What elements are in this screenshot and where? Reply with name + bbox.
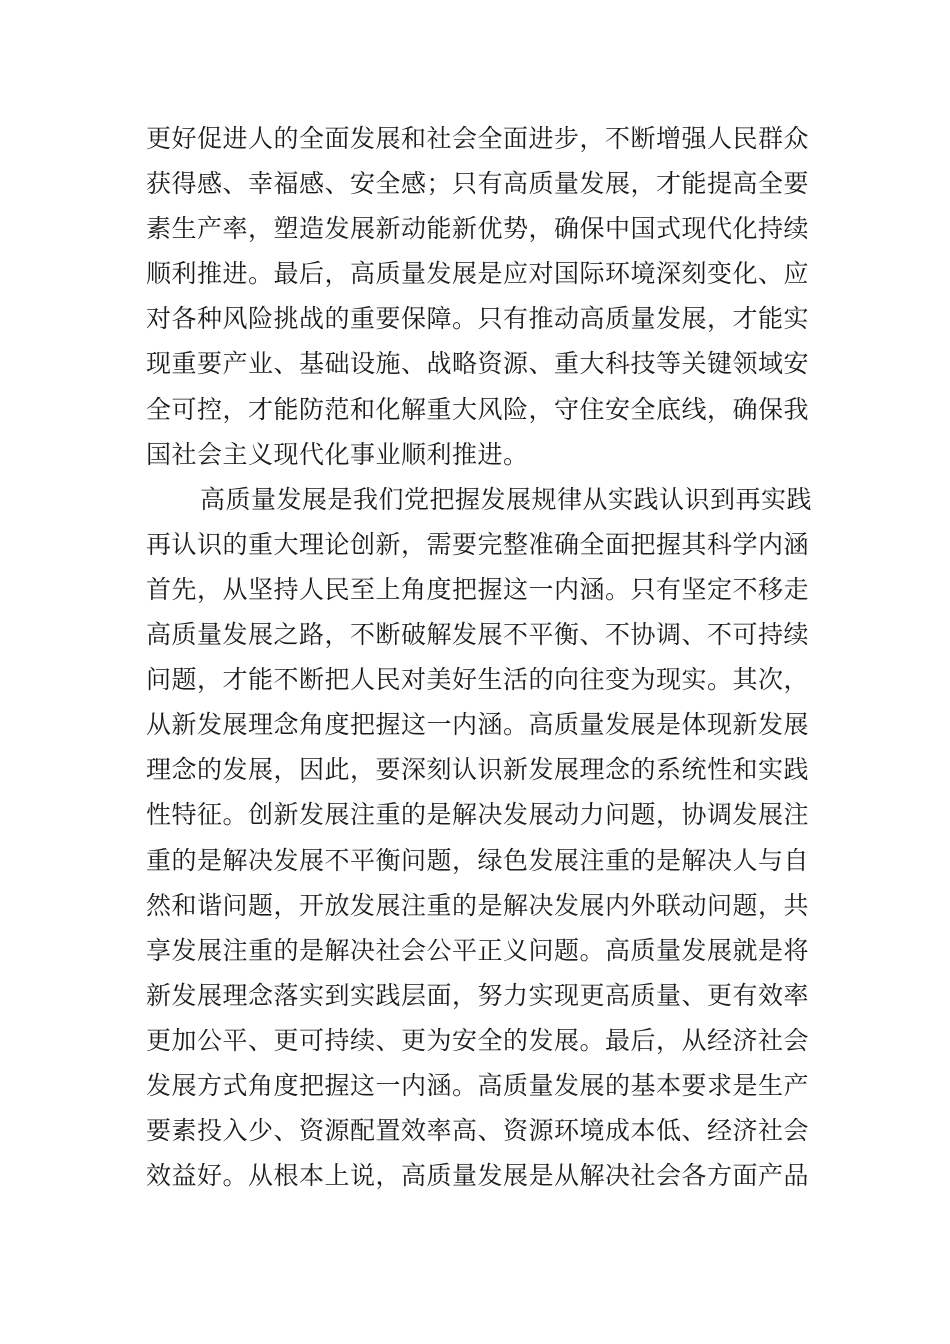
text-line: 首先，从坚持人民至上角度把握这一内涵。只有坚定不移走 xyxy=(146,574,810,604)
text-line: 顺利推进。最后，高质量发展是应对国际环境深刻变化、应 xyxy=(146,259,810,289)
text-line: 理念的发展，因此，要深刻认识新发展理念的系统性和实践 xyxy=(146,755,810,785)
text-line: 发展方式角度把握这一内涵。高质量发展的基本要求是生产 xyxy=(146,1070,810,1100)
paragraph-1 xyxy=(146,116,810,477)
text-line: 更加公平、更可持续、更为安全的发展。最后，从经济社会 xyxy=(146,1025,810,1055)
body-text xyxy=(146,116,813,1198)
text-line: 更好促进人的全面发展和社会全面进步，不断增强人民群众 xyxy=(146,124,810,153)
text-line: 从新发展理念角度把握这一内涵。高质量发展是体现新发展 xyxy=(146,710,810,740)
text-line: 全可控，才能防范和化解重大风险，守住安全底线，确保我 xyxy=(146,394,810,424)
text-line: 高质量发展之路，不断破解发展不平衡、不协调、不可持续 xyxy=(146,620,810,650)
text-line: 再认识的重大理论创新，需要完整准确全面把握其科学内涵 xyxy=(146,529,810,559)
text-line: 国社会主义现代化事业顺利推进。 xyxy=(146,439,529,469)
paragraph-2 xyxy=(146,477,813,1199)
text-line: 素生产率，塑造发展新动能新优势，确保中国式现代化持续 xyxy=(146,214,810,244)
text-line: 高质量发展是我们党把握发展规律从实践认识到再实践 xyxy=(200,484,813,514)
text-line: 要素投入少、资源配置效率高、资源环境成本低、经济社会 xyxy=(146,1116,810,1146)
text-line: 然和谐问题，开放发展注重的是解决发展内外联动问题，共 xyxy=(146,890,810,920)
text-line: 效益好。从根本上说，高质量发展是从解决社会各方面产品 xyxy=(146,1161,810,1191)
text-line: 性特征。创新发展注重的是解决发展动力问题，协调发展注 xyxy=(146,800,810,830)
text-line: 对各种风险挑战的重要保障。只有推动高质量发展，才能实 xyxy=(146,304,810,334)
text-line: 享发展注重的是解决社会公平正义问题。高质量发展就是将 xyxy=(146,935,810,965)
text-line: 新发展理念落实到实践层面，努力实现更高质量、更有效率 xyxy=(146,980,810,1010)
text-line: 重的是解决发展不平衡问题，绿色发展注重的是解决人与自 xyxy=(146,845,810,875)
text-line: 获得感、幸福感、安全感；只有高质量发展，才能提高全要 xyxy=(146,169,810,199)
text-line: 现重要产业、基础设施、战略资源、重大科技等关键领域安 xyxy=(146,349,810,379)
text-line: 问题，才能不断把人民对美好生活的向往变为现实。其次， xyxy=(146,665,810,695)
